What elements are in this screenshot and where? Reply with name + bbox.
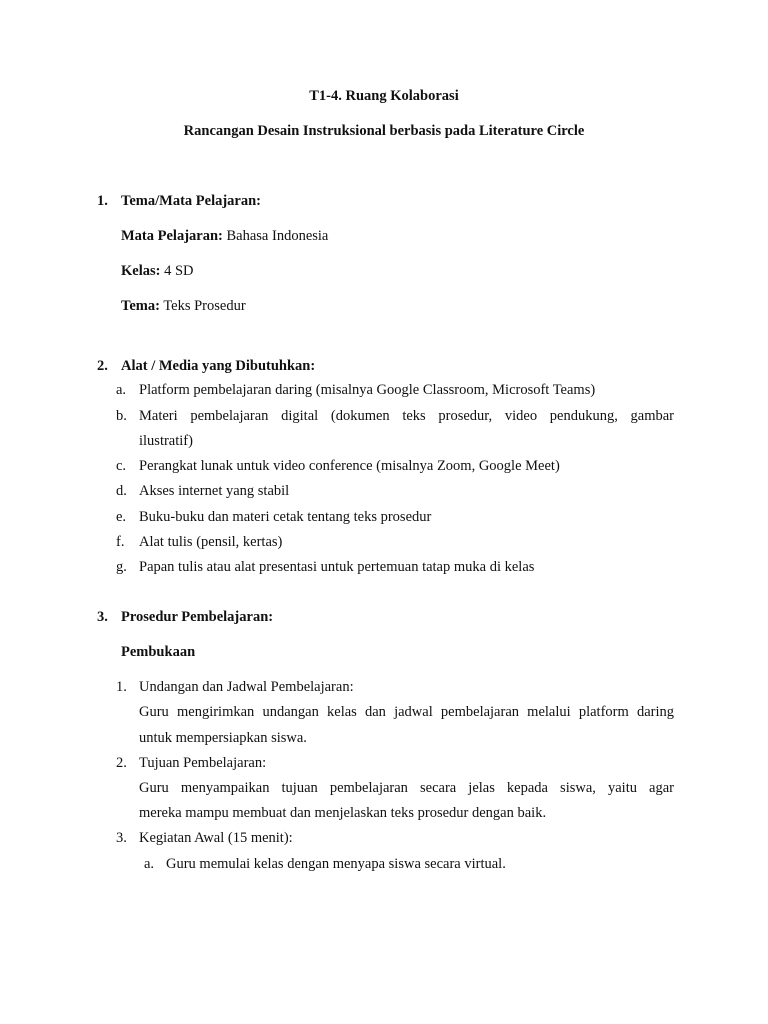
list-item-continuation: ilustratif) bbox=[139, 433, 193, 449]
step-title: Undangan dan Jadwal Pembelajaran: bbox=[139, 679, 354, 695]
list-marker: d. bbox=[116, 483, 127, 499]
section1-number: 1. bbox=[97, 193, 108, 209]
field-label: Tema: bbox=[121, 298, 160, 314]
list-item: Alat tulis (pensil, kertas) bbox=[139, 534, 283, 550]
section3-subheading: Pembukaan bbox=[121, 644, 196, 660]
step-description: Guru mengirimkan undangan kelas dan jadwal pembelajaran melalui platform daring bbox=[139, 704, 674, 720]
substep-marker: a. bbox=[144, 856, 155, 872]
document-title: T1-4. Ruang Kolaborasi bbox=[309, 88, 459, 104]
field-kelas bbox=[121, 262, 194, 280]
section3-number: 3. bbox=[97, 609, 108, 625]
section3-heading: Prosedur Pembelajaran: bbox=[121, 609, 274, 625]
list-marker: e. bbox=[116, 509, 127, 525]
step-title: Kegiatan Awal (15 menit): bbox=[139, 830, 293, 846]
step-description-continuation: mereka mampu membuat dan menjelaskan teks prosedur dengan baik. bbox=[139, 805, 547, 821]
list-item: Platform pembelajaran daring (misalnya Google Classroom, Microsoft Teams) bbox=[139, 382, 596, 398]
list-item: Perangkat lunak untuk video conference (misalnya Zoom, Google Meet) bbox=[139, 458, 560, 474]
list-marker: b. bbox=[116, 408, 127, 424]
step-marker: 3. bbox=[116, 830, 127, 846]
step-description: Guru menyampaikan tujuan pembelajaran secara jelas kepada siswa, yaitu agar bbox=[139, 780, 674, 796]
list-marker: c. bbox=[116, 458, 127, 474]
field-value: Bahasa Indonesia bbox=[226, 228, 329, 244]
field-mata-pelajaran bbox=[121, 227, 328, 245]
step-description-continuation: untuk mempersiapkan siswa. bbox=[139, 730, 307, 746]
list-marker: a. bbox=[116, 382, 127, 398]
list-item: Papan tulis atau alat presentasi untuk pertemuan tatap muka di kelas bbox=[139, 559, 535, 575]
substep-item: Guru memulai kelas dengan menyapa siswa secara virtual. bbox=[166, 856, 506, 872]
list-marker: g. bbox=[116, 559, 127, 575]
field-value: 4 SD bbox=[164, 263, 194, 279]
section1-heading: Tema/Mata Pelajaran: bbox=[121, 193, 262, 209]
step-marker: 1. bbox=[116, 679, 127, 695]
list-item: Akses internet yang stabil bbox=[139, 483, 290, 499]
section2-number: 2. bbox=[97, 358, 108, 374]
field-value: Teks Prosedur bbox=[163, 298, 246, 314]
field-label: Mata Pelajaran: bbox=[121, 228, 223, 244]
list-item: Buku-buku dan materi cetak tentang teks prosedur bbox=[139, 509, 432, 525]
document-subtitle: Rancangan Desain Instruksional berbasis pada Literature Circle bbox=[183, 123, 585, 139]
step-marker: 2. bbox=[116, 755, 127, 771]
list-marker: f. bbox=[116, 534, 125, 550]
section2-heading: Alat / Media yang Dibutuhkan: bbox=[121, 358, 316, 374]
field-label: Kelas: bbox=[121, 263, 161, 279]
field-tema bbox=[121, 297, 246, 315]
list-item: Materi pembelajaran digital (dokumen teks prosedur, video pendukung, gambar bbox=[139, 408, 674, 424]
step-title: Tujuan Pembelajaran: bbox=[139, 755, 267, 771]
